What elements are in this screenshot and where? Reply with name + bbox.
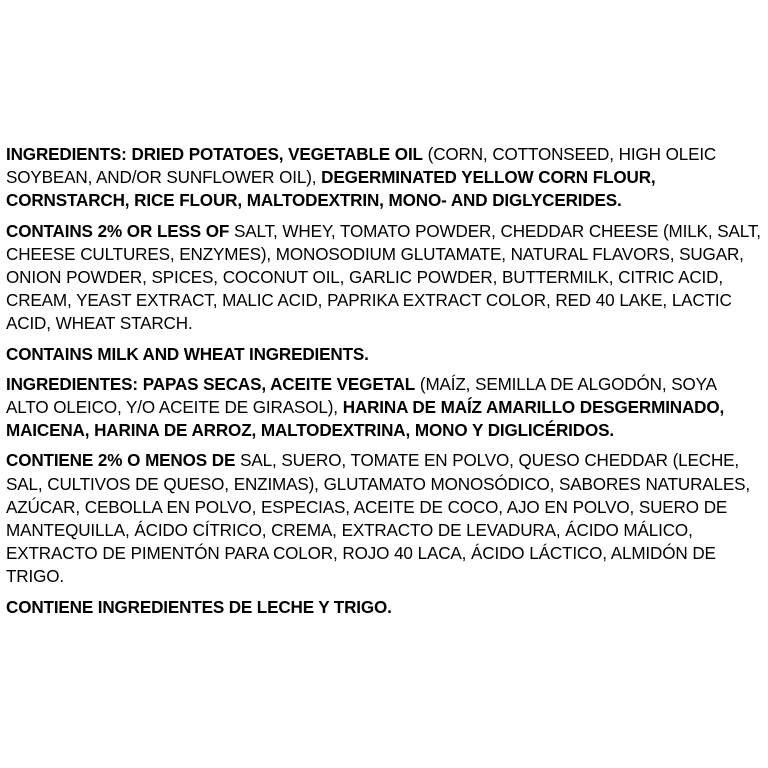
spacer bbox=[6, 366, 762, 373]
contains-statement-spanish bbox=[6, 449, 762, 588]
contains-lead-english: CONTAINS 2% OR LESS OF bbox=[6, 221, 230, 241]
contains-block-english bbox=[6, 220, 762, 336]
ingredients-heading-spanish: INGREDIENTES: bbox=[6, 374, 138, 394]
ingredients-secondary-spanish: HARINA DE MAÍZ AMARILLO DESGERMINADO, MAICENA, HARINA DE ARROZ, MALTODEXTRINA, MONO Y DIGLICÉRIDOS. bbox=[6, 398, 725, 441]
ingredients-primary-english: DRIED POTATOES, VEGETABLE OIL bbox=[131, 145, 423, 164]
ingredients-parenthetical-english: (CORN, COTTONSEED, HIGH OLEIC SOYBEAN, AND/OR SUNFLOWER OIL), bbox=[6, 145, 717, 188]
ingredients-primary-spanish: PAPAS SECAS, ACEITE VEGETAL bbox=[142, 374, 416, 394]
ingredients-block-english bbox=[6, 143, 762, 213]
contains-lead-spanish: CONTIENE 2% O MENOS DE bbox=[6, 451, 236, 471]
contains-body-english: SALT, WHEY, TOMATO POWDER, CHEDDAR CHEESE (MILK, SALT, CHEESE CULTURES, ENZYMES), MONOSODIUM GLUTAMATE, NATURAL FLAVORS, SUGAR, ONION POWDER, SPICES, COCONUT OIL, GARLIC POWDER, BUTTERMILK, CITRIC ACID, CREAM, YEAST EXTRACT, MALIC ACID, PAPRIKA EXTRACT COLOR, RED 40 LAKE, LACTIC ACID, WHEAT STARCH. bbox=[6, 221, 761, 334]
ingredients-block-spanish bbox=[6, 373, 762, 443]
contains-statement-english bbox=[6, 220, 762, 336]
contains-block-spanish bbox=[6, 449, 762, 588]
ingredients-parenthetical-spanish: (MAÍZ, SEMILLA DE ALGODÓN, SOYA ALTO OLEICO, Y/O ACEITE DE GIRASOL), bbox=[6, 374, 716, 418]
ingredients-statement-english bbox=[6, 143, 762, 213]
allergen-statement-english: CONTAINS MILK AND WHEAT INGREDIENTS. bbox=[6, 344, 369, 364]
contains-body-spanish: SAL, SUERO, TOMATE EN POLVO, QUESO CHEDDAR (LECHE, SAL, CULTIVOS DE QUESO, ENZIMAS), GLUTAMATO MONOSÓDICO, SABORES NATURALES, AZÚCAR, CEBOLLA EN POLVO, ESPECIAS, ACEITE DE COCO, AJO EN POLVO, SUERO DE MANTEQUILLA, ÁCIDO CÍTRICO, CREMA, EXTRACTO DE LEVADURA, ÁCIDO MÁLICO, EXTRACTO DE PIMENTÓN PARA COLOR, ROJO 40 LACA, ÁCIDO LÁCTICO, ALMIDÓN DE TRIGO. bbox=[6, 451, 751, 587]
ingredients-secondary-english: DEGERMINATED YELLOW CORN FLOUR, CORNSTARCH, RICE FLOUR, MALTODEXTRIN, MONO- AND DIGLYCERIDES. bbox=[6, 168, 656, 211]
allergen-statement-spanish: CONTIENE INGREDIENTES DE LECHE Y TRIGO. bbox=[6, 597, 392, 617]
ingredients-heading-english: INGREDIENTS: bbox=[6, 145, 127, 164]
ingredients-statement-spanish bbox=[6, 373, 762, 443]
